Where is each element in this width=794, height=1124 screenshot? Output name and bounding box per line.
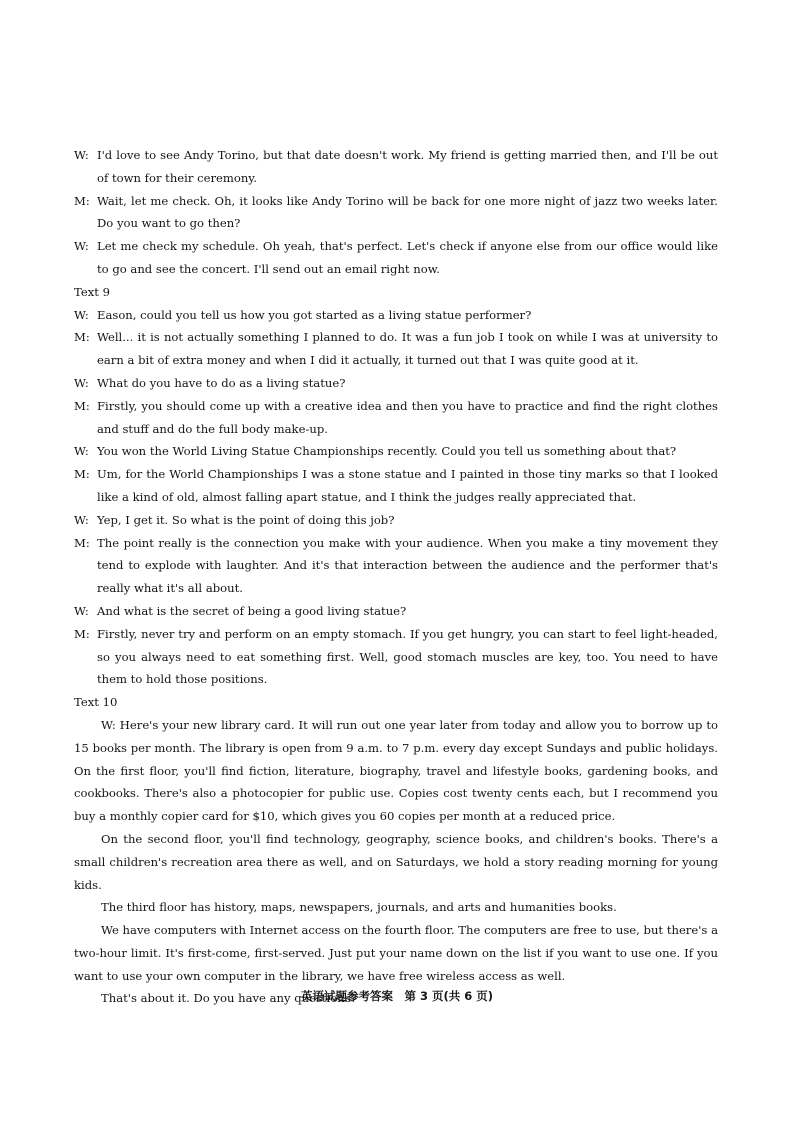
line-text: And what is the secret of being a good living statue? — [97, 603, 407, 618]
dialogue-line — [74, 600, 718, 623]
line-text: Well... it is not actually something I planned to do. It was a fun job I took on while I was at university to earn a bit of extra money and when I did it actually, it turned out that I was quite good at it. — [97, 330, 718, 368]
line-text: Eason, could you tell us how you got started as a living statue performer? — [97, 307, 532, 322]
monologue-paragraph: On the second floor, you'll find technology, geography, science books, and children's books. There's a small children's recreation area there as well, and on Saturdays, we hold a story reading morning for young kids. — [74, 831, 718, 892]
speaker-label: W: — [74, 444, 89, 459]
line-text: What do you have to do as a living statue? — [97, 375, 346, 390]
line-text: I'd love to see Andy Torino, but that date doesn't work. My friend is getting married then, and I'll be out of town for their ceremony. — [97, 148, 718, 185]
monologue-paragraph: We have computers with Internet access on the fourth floor. The computers are free to use, but there's a two-hour limit. It's first-come, first-served. Just put your name down on the list if you want to use one. If you want to use your own computer in the library, we have free wireless access as well. — [74, 923, 718, 983]
section-heading-text9: Text 9 — [74, 284, 110, 299]
dialogue-line — [74, 509, 718, 532]
line-text: Firstly, never try and perform on an empty stomach. If you get hungry, you can start to feel light-headed, so you always need to eat something first. Well, good stomach muscles are key, too. You need to have them to hold those positions. — [97, 626, 718, 687]
speaker-label: M: — [74, 398, 90, 413]
speaker-label: M: — [74, 626, 90, 641]
monologue-paragraph: That's about it. Do you have any questions? — [101, 991, 357, 1006]
speaker-label: W: — [74, 239, 89, 254]
speaker-label: M: — [74, 535, 90, 550]
page-footer: 英语试题参考答案 第 3 页(共 6 页) — [300, 989, 494, 1003]
dialogue-line — [74, 304, 718, 327]
speaker-label: W: — [74, 512, 89, 527]
speaker-label: M: — [74, 193, 90, 208]
speaker-label: M: — [74, 467, 90, 482]
dialogue-line — [74, 235, 718, 281]
dialogue-line — [74, 326, 718, 372]
line-text: Let me check my schedule. Oh yeah, that's perfect. Let's check if anyone else from our office would like to go and see the concert. I'll send out an email right now. — [97, 239, 718, 276]
dialogue-line — [74, 463, 718, 509]
dialogue-line — [74, 395, 718, 441]
speaker-label: W: — [74, 148, 89, 162]
speaker-label: M: — [74, 330, 90, 345]
speaker-label: W: — [74, 603, 89, 618]
speaker-label: W: — [74, 307, 89, 322]
dialogue-line — [74, 144, 718, 190]
dialogue-line — [74, 623, 718, 691]
transcript-content — [74, 144, 718, 1010]
line-text: Firstly, you should come up with a creative idea and then you have to practice and find the right clothes and stuff and do the full body make-up. — [97, 398, 718, 436]
section-heading-text10: Text 10 — [74, 695, 118, 710]
monologue-paragraph: W: Here's your new library card. It will run out one year later from today and allow you to borrow up to 15 books per month. The library is open from 9 a.m. to 7 p.m. every day except Sundays and public holidays. On the first floor, you'll find fiction, literature, biography, travel and lifestyle books, gardening books, and cookbooks. There's also a photocopier for public use. Copies cost twenty cents each, but I recommend you buy a monthly copier card for $10, which gives you 60 copies per month at a reduced price. — [74, 717, 718, 824]
dialogue-line — [74, 440, 718, 463]
line-text: You won the World Living Statue Championships recently. Could you tell us something about that? — [97, 444, 677, 459]
dialogue-line — [74, 532, 718, 600]
dialogue-line — [74, 190, 718, 236]
line-text: Yep, I get it. So what is the point of doing this job? — [97, 512, 395, 527]
line-text: Wait, let me check. Oh, it looks like Andy Torino will be back for one more night of jazz two weeks later. Do you want to go then? — [97, 193, 718, 231]
line-text: The point really is the connection you make with your audience. When you make a tiny movement they tend to explode with laughter. And it's that interaction between the audience and the performer that's really what it's all about. — [97, 535, 718, 596]
line-text: Um, for the World Championships I was a stone statue and I painted in those tiny marks so that I looked like a kind of old, almost falling apart statue, and I think the judges really appreciated that. — [97, 467, 718, 504]
dialogue-line — [74, 372, 718, 395]
speaker-label: W: — [74, 375, 89, 390]
monologue-paragraph: The third floor has history, maps, newspapers, journals, and arts and humanities books. — [101, 900, 617, 915]
